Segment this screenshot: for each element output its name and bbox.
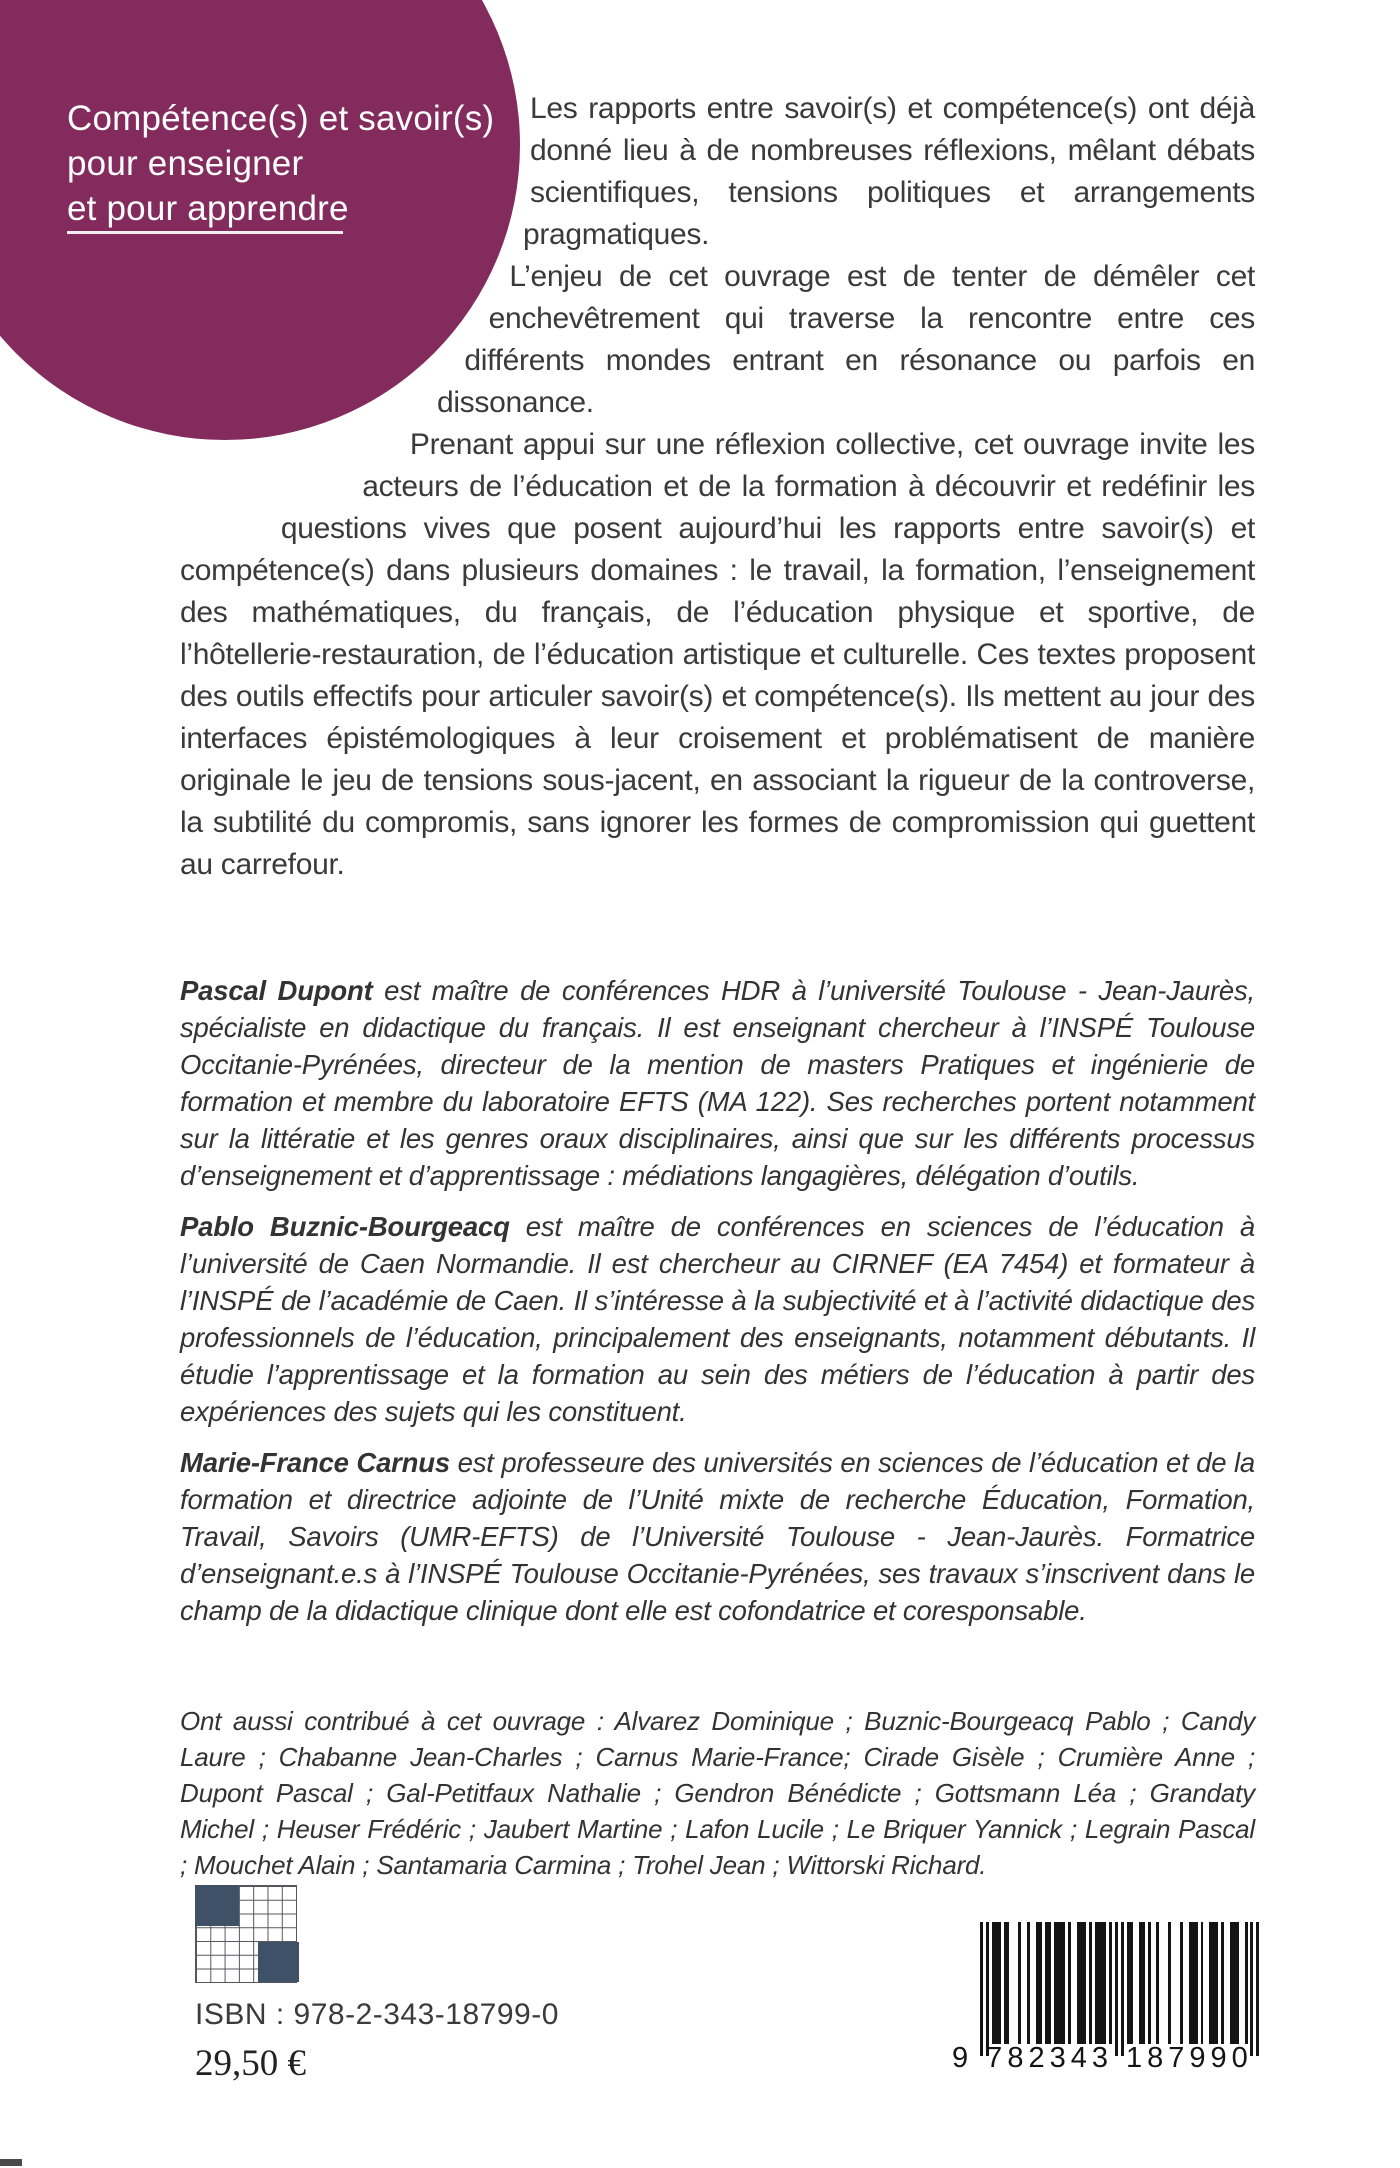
- barcode-bar: [1068, 1922, 1071, 2044]
- logo-filled-square-top-left: [195, 1885, 239, 1926]
- barcode-bar: [986, 1922, 989, 2056]
- author-bios: [180, 972, 1255, 1643]
- barcode-bar: [1039, 1922, 1042, 2044]
- barcode-bar: [1245, 1922, 1248, 2044]
- synopsis: [180, 88, 1255, 886]
- barcode-bar: [1215, 1922, 1218, 2044]
- barcode-bar: [1089, 1922, 1092, 2044]
- author-bio-pascal-dupont: [180, 972, 1255, 1194]
- barcode-bar: [1109, 1922, 1112, 2044]
- barcode-bar: [1250, 1922, 1253, 2056]
- barcode-bar: [1083, 1922, 1086, 2044]
- barcode-bar: [1142, 1922, 1145, 2044]
- author-bio-pablo-buznic-bourgeacq: [180, 1208, 1255, 1430]
- barcode-bar: [1156, 1922, 1159, 2044]
- barcode-bar: [1018, 1922, 1021, 2044]
- author-name: Pablo Buznic-Bourgeacq: [180, 1211, 510, 1242]
- barcode-bar: [998, 1922, 1001, 2044]
- barcode-digits: 9 782343 187990: [952, 2042, 1253, 2074]
- author-name: Marie-France Carnus: [180, 1447, 450, 1478]
- barcode-bar: [1062, 1922, 1065, 2044]
- barcode-bar: [1180, 1922, 1183, 2044]
- barcode-bar: [1130, 1922, 1133, 2044]
- barcode-bar: [1236, 1922, 1239, 2044]
- author-name: Pascal Dupont: [180, 975, 373, 1006]
- book-title-line-2: pour enseigner: [67, 144, 304, 183]
- logo-filled-square-bottom-right: [258, 1942, 299, 1982]
- barcode-bar: [1201, 1922, 1204, 2044]
- synopsis-paragraph-3: Prenant appui sur une réflexion collective, cet ouvrage invite les acteurs de l’éducation et de la formation à découvrir et redéfinir les questions vives que posent aujourd’hui les rapports entre savoir(s) et compétence(s) dans plusieurs domaines : le travail, la formation, l’enseignement des mathématiques, du français, de l’éducation physique et sportive, de l’hôtellerie-restauration, de l’éducation artistique et culturelle. Ces textes proposent des outils effectifs pour articuler savoir(s) et compétence(s). Ils mettent au jour des interfaces épistémologiques à leur croisement et problématisent de manière originale le jeu de tensions sous-jacent, en associant la rigueur de la controverse, la subtilité du compromis, sans ignorer les formes de compromission qui guettent au carrefour.: [180, 428, 1255, 881]
- barcode-bar: [1148, 1922, 1151, 2044]
- author-bio-text: est maître de conférences HDR à l’université Toulouse - Jean-Jaurès, spécialiste en didactique du français. Il est enseignant chercheur à l’INSPÉ Toulouse Occitanie-Pyrénées, directeur de la mention de masters Pratiques et ingénierie de formation et membre du laboratoire EFTS (MA 122). Ses recherches portent notamment sur la littératie et les genres oraux disciplinaires, ainsi que sur les différents processus d’enseignement et d’apprentissage : médiations langagières, délégation d’outils.: [180, 975, 1255, 1191]
- publisher-grid-logo-icon: [195, 1885, 297, 1983]
- barcode-bar: [1048, 1922, 1051, 2044]
- barcode-bar: [1103, 1922, 1106, 2044]
- contributors-list: Ont aussi contribué à cet ouvrage : Alvarez Dominique ; Buznic-Bourgeacq Pablo ; Candy Laure ; Chabanne Jean-Charles ; Carnus Marie-France; Cirade Gisèle ; Crumière Anne ; Dupont Pascal ; Gal-Petitfaux Nathalie ; Gendron Bénédicte ; Gottsmann Léa ; Grandaty Michel ; Heuser Frédéric ; Jaubert Martine ; Lafon Lucile ; Le Briquer Yannick ; Legrain Pascal ; Mouchet Alain ; Santamaria Carmina ; Trohel Jean ; Wittorski Richard.: [180, 1706, 1255, 1880]
- barcode-bar: [1168, 1922, 1171, 2044]
- isbn-label: ISBN : 978-2-343-18799-0: [195, 1998, 559, 2031]
- book-title-line-1: Compétence(s) et savoir(s): [67, 99, 495, 138]
- author-bio-text: est professeure des universités en sciences de l’éducation et de la formation et directrice adjointe de l’Unité mixte de recherche Éducation, Formation, Travail, Savoirs (UMR-EFTS) de l’Université Toulouse - Jean-Jaurès. Formatrice d’enseignant.e.s à l’INSPÉ Toulouse Occitanie-Pyrénées, ses travaux s’inscrivent dans le champ de la didactique clinique dont elle est cofondatrice et coresponsable.: [180, 1447, 1256, 1626]
- author-bio-marie-france-carnus: [180, 1444, 1255, 1629]
- barcode-bar: [1221, 1922, 1224, 2044]
- barcode-bar: [1027, 1922, 1030, 2044]
- barcode-bar: [980, 1922, 983, 2056]
- book-title-line-3: et pour apprendre: [67, 189, 349, 228]
- barcode-bar: [1121, 1922, 1124, 2056]
- bottom-left-print-mark: [0, 2159, 22, 2166]
- barcode-bar: [1115, 1922, 1118, 2056]
- barcode-bar: [1256, 1922, 1259, 2056]
- synopsis-paragraph-1: Les rapports entre savoir(s) et compétence(s) ont déjà donné lieu à de nombreuses réflexions, mêlant débats scientifiques, tensions politiques et arrangements pragmatiques.: [522, 92, 1255, 251]
- price-label: 29,50 €: [195, 2043, 306, 2084]
- barcode-bar: [1195, 1922, 1198, 2044]
- barcode-bar: [1006, 1922, 1009, 2044]
- ean13-barcode: [980, 1922, 1259, 2062]
- synopsis-paragraph-2: L’enjeu de cet ouvrage est de tenter de démêler cet enchevêtrement qui traverse la rencontre entre ces différents mondes entrant en résonance ou parfois en dissonance.: [436, 260, 1255, 419]
- author-bio-text: est maître de conférences en sciences de l’éducation à l’université de Caen Normandie. Il est chercheur au CIRNEF (EA 7454) et formateur à l’INSPÉ de l’académie de Caen. Il s’intéresse à la subjectivité et à l’activité didactique des professionnels de l’éducation, principalement des enseignants, notamment débutants. Il étudie l’apprentissage et la formation au sein des métiers de l’éducation à partir des expériences des sujets qui les constituent.: [180, 1211, 1255, 1427]
